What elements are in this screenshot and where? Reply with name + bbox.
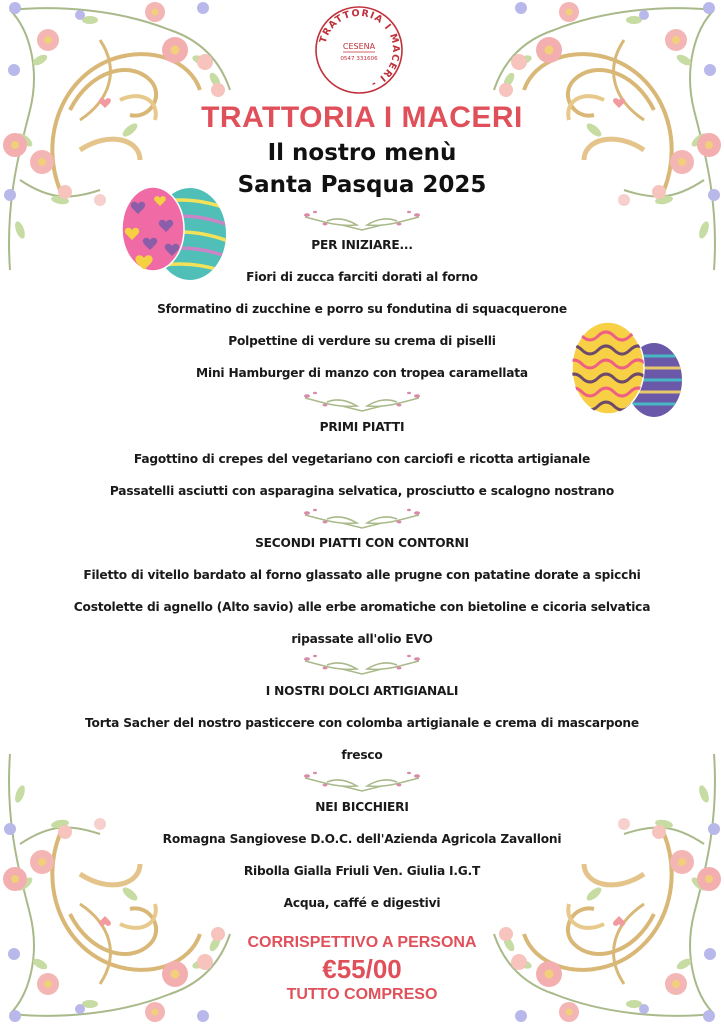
menu-occasion: Santa Pasqua 2025	[237, 172, 487, 198]
restaurant-stamp-logo	[313, 4, 405, 96]
menu-item: Ribolla Gialla Friuli Ven. Giulia I.G.T	[243, 864, 481, 878]
stamp-phone: 0547 331606	[340, 56, 378, 62]
price-label: CORRISPETTIVO A PERSONA	[247, 934, 477, 951]
menu-item: Filetto di vitello bardato al forno glassato alle prugne con patatine dorate a spicchi	[83, 568, 641, 582]
menu-item: Acqua, caffé e digestivi	[283, 896, 441, 910]
menu-item: Mini Hamburger di manzo con tropea caramellata	[196, 366, 528, 380]
floral-divider-icon	[297, 505, 427, 531]
price-note: TUTTO COMPRESO	[286, 986, 438, 1003]
easter-eggs-right-icon	[566, 318, 686, 418]
menu-title: Il nostro menù	[267, 140, 457, 166]
restaurant-name: TRATTORIA I MACERI	[201, 101, 523, 134]
menu-item: Fagottino di crepes del vegetariano con carciofi e ricotta artigianale	[133, 452, 591, 466]
menu-item: Costolette di agnello (Alto savio) alle erbe aromatiche con bietoline e cicoria selvatica	[73, 600, 651, 614]
section-heading-drinks: NEI BICCHIERI	[315, 800, 409, 814]
section-heading-starters: PER INIZIARE...	[311, 238, 413, 252]
stamp-ring-text: TRATTORIA I MACERI -	[317, 7, 402, 90]
stamp-city: CESENA	[342, 42, 376, 51]
floral-divider-icon	[297, 388, 427, 414]
menu-item: Polpettine di verdure su crema di piselli	[228, 334, 496, 348]
menu-item: ripassate all'olio EVO	[291, 632, 433, 646]
menu-item: Torta Sacher del nostro pasticcere con colomba artigianale e crema di mascarpone	[85, 716, 639, 730]
section-heading-first-courses: PRIMI PIATTI	[319, 420, 405, 434]
section-heading-desserts: I NOSTRI DOLCI ARTIGIANALI	[265, 684, 459, 698]
menu-item: Fiori di zucca farciti dorati al forno	[246, 270, 478, 284]
floral-divider-icon	[297, 207, 427, 233]
menu-item: Sformatino di zucchine e porro su fondutina di squacquerone	[157, 302, 567, 316]
menu-item: Romagna Sangiovese D.O.C. dell'Azienda Agricola Zavalloni	[162, 832, 562, 846]
section-heading-second-courses: SECONDI PIATTI CON CONTORNI	[255, 536, 469, 550]
price-amount: €55/00	[322, 954, 402, 984]
floral-divider-icon	[297, 651, 427, 677]
menu-item: fresco	[341, 748, 383, 762]
floral-divider-icon	[297, 768, 427, 794]
easter-eggs-left-icon	[118, 184, 228, 284]
menu-item: Passatelli asciutti con asparagina selvatica, prosciutto e scalogno nostrano	[109, 484, 615, 498]
